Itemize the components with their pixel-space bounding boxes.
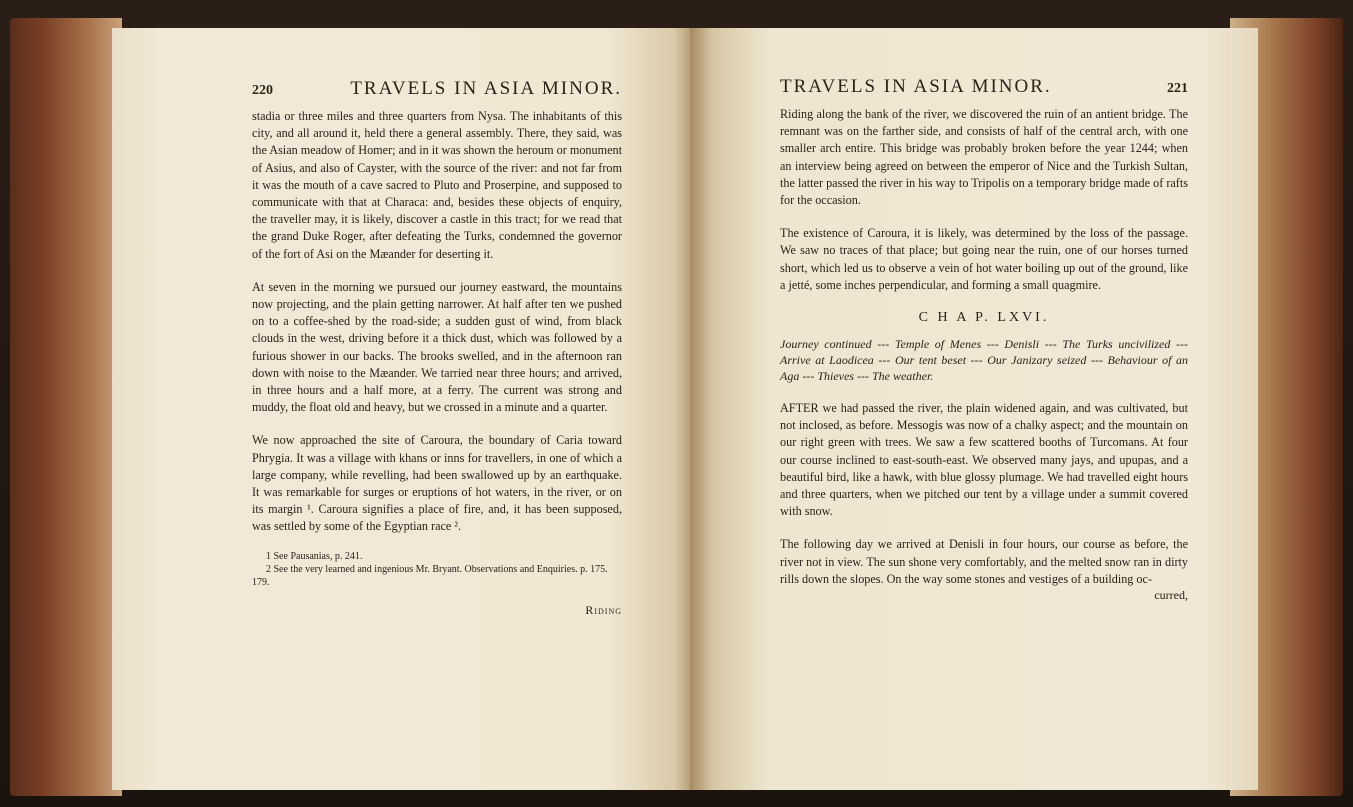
footnote-2: 2 See the very learned and ingenious Mr. Bryant. Observations and Enquiries. p. 175. 179. [252,563,608,588]
right-paragraph-1: Riding along the bank of the river, we discovered the ruin of an antient bridge. The remnant was on the farther side, and consists of half of the central arch, with one smaller arch entire. This bridge was probably broken before the year 1244; when an interview being agreed on between the emperor of Nice and the Turkish Sultan, the latter passed the river in his way to Tripolis on a temporary bridge made of rafts for the occasion. [780,107,1188,208]
left-running-title: TRAVELS IN ASIA MINOR. [350,78,622,99]
left-page [112,28,692,790]
right-page-number: 221 [1167,81,1188,96]
left-footnotes [252,550,622,589]
right-paragraph-4: The following day we arrived at Denisli in four hours, our course as before, the river not in view. The sun shone very comfortably, and the melted snow ran in dirty rills down the slopes. On the way some stones and vestiges of a building oc- [780,537,1188,586]
right-page [690,28,1258,790]
right-catchword: curred, [1154,588,1188,603]
left-running-head [252,78,622,100]
left-paragraph-3: We now approached the site of Caroura, the boundary of Caria toward Phrygia. It was a village with khans or inns for travellers, in one of which a large company, while revelling, had been swallowed up by an earthquake. It was remarkable for surges or eruptions of hot waters, in the river, or on its margin ¹. Caroura signifies a place of fire, and, it has been supposed, was settled by some of the Egyptian race ². [252,433,622,534]
chapter-summary: Journey continued --- Temple of Menes --- Denisli --- The Turks uncivilized --- Arrive at Laodicea --- Our tent beset --- Our Janizary seized --- Behaviour of an Aga --- Thieves --- The weather. [780,337,1188,384]
left-page-number: 220 [252,83,273,98]
left-paragraph-2: At seven in the morning we pursued our journey eastward, the mountains now projecting, and the plain getting narrower. At half after ten we pushed on to a coffee-shed by the road-side; a sudden gust of wind, from black clouds in the west, driving before it a thick dust, which was followed by a furious shower in our backs. The brooks swelled, and in the afternoon ran down with noise to the Mæander. We tarried near three hours; and arrived, in three hours and a half more, at a ferry. The current was strong and muddy, the float old and heavy, but we crossed in a minute and a quarter. [252,279,622,415]
right-paragraph-2: The existence of Caroura, it is likely, was determined by the loss of the passage. We saw no traces of that place; but going near the ruin, one of our horses turned short, which led us to observe a vein of hot water boiling up out of the ground, like a jetté, some inches perpendicular, and forming a small quagmire. [780,226,1188,292]
left-catchword: Riding [585,602,622,617]
left-paragraph-1: stadia or three miles and three quarters from Nysa. The inhabitants of this city, and all around it, held there a general assembly. There, they said, was the Asian meadow of Homer; and in it was shown the heroum or monument of Asius, and also of Cayster, with the source of the river: and not far from it was the mouth of a cave sacred to Pluto and Proserpine, and supposed to communicate with that at Characa: and, besides these objects of enquiry, the traveller may, it is likely, discover a castle in this tract; for we read that the grand Duke Roger, after defeating the Turks, condemned the governor of the fort of Asi on the Mæander for deserting it. [252,109,622,261]
footnote-1: 1 See Pausanias, p. 241. [266,550,363,562]
right-running-head [780,76,1188,98]
book-cover-left-edge [10,18,122,796]
right-paragraph-3: AFTER we had passed the river, the plain widened again, and was cultivated, but not inclosed, as before. Messogis was now of a chalky aspect; and the mountain on our right green with trees. We saw a few scattered booths of Turcomans. At four our course inclined to east-south-east. We observed many jays, and upupas, and a beautiful bird, like a hawk, with blue glossy plumage. We had travelled eight hours and three quarters, when we pitched our tent by a village under a summit covered with snow. [780,401,1188,519]
chapter-heading: C H A P. LXVI. [918,310,1050,326]
right-running-title: TRAVELS IN ASIA MINOR. [780,76,1052,97]
